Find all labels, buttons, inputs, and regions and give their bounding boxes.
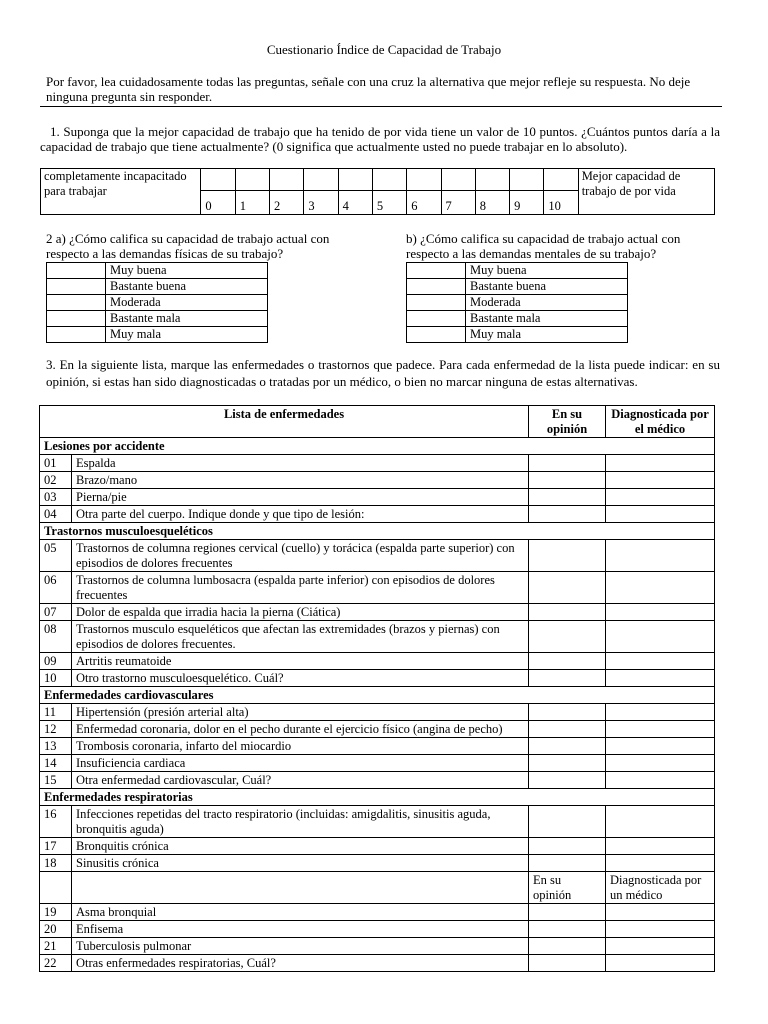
table-row	[40, 938, 715, 955]
scale-box-6[interactable]	[407, 169, 441, 191]
work-capacity-scale	[40, 168, 715, 215]
scale-box-2[interactable]	[270, 169, 304, 191]
row-number: 08	[40, 621, 72, 653]
page-title: Cuestionario Índice de Capacidad de Trabajo	[266, 42, 502, 57]
scale-box-3[interactable]	[304, 169, 338, 191]
opinion-checkbox[interactable]	[529, 806, 606, 838]
question-2a-text: 2 a) ¿Cómo califica su capacidad de trabajo actual con respecto a las demandas físicas de su trabajo?	[46, 231, 330, 261]
option-label: Bastante mala	[106, 311, 268, 327]
opinion-checkbox[interactable]	[529, 670, 606, 687]
scale-value: 10	[544, 191, 578, 215]
table-row	[40, 921, 715, 938]
row-label: Infecciones repetidas del tracto respiratorio (incluidas: amigdalitis, sinusitis aguda, bronquitis aguda)	[72, 806, 529, 838]
row-label: Hipertensión (presión arterial alta)	[72, 704, 529, 721]
row-label: Otra enfermedad cardiovascular, Cuál?	[72, 772, 529, 789]
scale-right-label: Mejor capacidad de trabajo de por vida	[578, 169, 714, 215]
table-row	[40, 572, 715, 604]
diagnosed-checkbox[interactable]	[606, 755, 715, 772]
table-row	[40, 738, 715, 755]
table-row	[40, 506, 715, 523]
option-checkbox[interactable]	[407, 295, 466, 311]
row-label: Brazo/mano	[72, 472, 529, 489]
option-label: Moderada	[466, 295, 628, 311]
scale-value: 4	[338, 191, 372, 215]
scale-box-5[interactable]	[372, 169, 406, 191]
scale-value: 6	[407, 191, 441, 215]
scale-value: 2	[270, 191, 304, 215]
row-number: 06	[40, 572, 72, 604]
option-label: Muy buena	[106, 263, 268, 279]
row-number: 17	[40, 838, 72, 855]
subheader-diagnosed: Diagnosticada por un médico	[606, 872, 715, 904]
opinion-checkbox[interactable]	[529, 653, 606, 670]
row-label: Sinusitis crónica	[72, 855, 529, 872]
question-3-text: 3. En la siguiente lista, marque las enfermedades o trastornos que padece. Para cada enfermedad de la lista puede indicar: en su opinión, si estas han sido diagnosticadas o tratadas por un médico, o bien no marcar ninguna de estas alternativas.	[46, 357, 720, 389]
opinion-checkbox[interactable]	[529, 738, 606, 755]
diagnosed-checkbox[interactable]	[606, 540, 715, 572]
diagnosed-checkbox[interactable]	[606, 621, 715, 653]
scale-box-1[interactable]	[235, 169, 269, 191]
row-number: 01	[40, 455, 72, 472]
option-checkbox[interactable]	[47, 295, 106, 311]
option-label: Bastante buena	[466, 279, 628, 295]
row-number: 13	[40, 738, 72, 755]
option-label: Muy mala	[106, 327, 268, 343]
option-checkbox[interactable]	[47, 311, 106, 327]
table-row	[40, 621, 715, 653]
row-number: 04	[40, 506, 72, 523]
row-number: 18	[40, 855, 72, 872]
opinion-checkbox[interactable]	[529, 855, 606, 872]
scale-value: 5	[372, 191, 406, 215]
row-label: Trombosis coronaria, infarto del miocardio	[72, 738, 529, 755]
scale-box-7[interactable]	[441, 169, 475, 191]
option-label: Bastante buena	[106, 279, 268, 295]
opinion-checkbox[interactable]	[529, 904, 606, 921]
table-row	[40, 455, 715, 472]
table-row	[40, 472, 715, 489]
diagnosed-checkbox[interactable]	[606, 455, 715, 472]
opinion-checkbox[interactable]	[529, 540, 606, 572]
scale-box-8[interactable]	[475, 169, 509, 191]
row-label: Otro trastorno musculoesquelético. Cuál?	[72, 670, 529, 687]
table-row	[40, 855, 715, 872]
opinion-checkbox[interactable]	[529, 704, 606, 721]
diagnosed-checkbox[interactable]	[606, 838, 715, 855]
table-row	[40, 721, 715, 738]
header-opinion: En su opinión	[529, 406, 606, 438]
option-checkbox[interactable]	[407, 263, 466, 279]
table-row	[40, 772, 715, 789]
table-row	[40, 806, 715, 838]
opinion-checkbox[interactable]	[529, 921, 606, 938]
row-label: Espalda	[72, 455, 529, 472]
scale-box-4[interactable]	[338, 169, 372, 191]
option-checkbox[interactable]	[407, 311, 466, 327]
table-row	[40, 838, 715, 855]
table-row	[40, 604, 715, 621]
diagnosed-checkbox[interactable]	[606, 955, 715, 972]
row-label: Trastornos de columna regiones cervical (cuello) y torácica (espalda parte superior) con episodios de dolores frecuentes	[72, 540, 529, 572]
row-label: Trastornos musculo esqueléticos que afectan las extremidades (brazos y piernas) con episodios de dolores frecuentes.	[72, 621, 529, 653]
scale-value: 0	[201, 191, 235, 215]
row-number: 14	[40, 755, 72, 772]
row-label: Asma bronquial	[72, 904, 529, 921]
category-heading: Trastornos musculoesqueléticos	[40, 523, 715, 540]
row-label: Tuberculosis pulmonar	[72, 938, 529, 955]
opinion-checkbox[interactable]	[529, 604, 606, 621]
diagnosed-checkbox[interactable]	[606, 772, 715, 789]
row-number: 07	[40, 604, 72, 621]
row-number: 15	[40, 772, 72, 789]
row-number: 20	[40, 921, 72, 938]
diagnosed-checkbox[interactable]	[606, 904, 715, 921]
option-label: Moderada	[106, 295, 268, 311]
table-row	[40, 755, 715, 772]
scale-value: 3	[304, 191, 338, 215]
row-label: Otra parte del cuerpo. Indique donde y que tipo de lesión:	[72, 506, 529, 523]
table-row	[40, 904, 715, 921]
opinion-checkbox[interactable]	[529, 938, 606, 955]
category-heading: Lesiones por accidente	[40, 438, 715, 455]
scale-box-10[interactable]	[544, 169, 578, 191]
scale-box-0[interactable]	[201, 169, 235, 191]
opinion-checkbox[interactable]	[529, 472, 606, 489]
row-number: 11	[40, 704, 72, 721]
opinion-checkbox[interactable]	[529, 455, 606, 472]
category-heading: Enfermedades respiratorias	[40, 789, 715, 806]
scale-value: 8	[475, 191, 509, 215]
option-checkbox[interactable]	[47, 327, 106, 343]
diagnosed-checkbox[interactable]	[606, 472, 715, 489]
scale-value: 1	[235, 191, 269, 215]
opinion-checkbox[interactable]	[529, 506, 606, 523]
table-row	[40, 670, 715, 687]
divider	[40, 106, 722, 107]
row-number: 12	[40, 721, 72, 738]
instructions: Por favor, lea cuidadosamente todas las preguntas, señale con una cruz la alternativa que mejor refleje su respuesta. No deje ninguna pregunta sin responder.	[46, 74, 691, 104]
category-heading: Enfermedades cardiovasculares	[40, 687, 715, 704]
row-number: 03	[40, 489, 72, 506]
row-label: Bronquitis crónica	[72, 838, 529, 855]
question-1-text: 1. Suponga que la mejor capacidad de trabajo que ha tenido de por vida tiene un valor de 10 puntos. ¿Cuántos puntos daría a la capacidad de trabajo que tiene actualmente? (0 significa que actualmente usted no puede trabajar en lo absoluto).	[40, 124, 720, 154]
question-2b-text: b) ¿Cómo califica su capacidad de trabajo actual con respecto a las demandas mentales de su trabajo?	[406, 231, 681, 261]
opinion-checkbox[interactable]	[529, 572, 606, 604]
row-number: 21	[40, 938, 72, 955]
diagnosed-checkbox[interactable]	[606, 855, 715, 872]
diagnosed-checkbox[interactable]	[606, 489, 715, 506]
diagnosed-checkbox[interactable]	[606, 704, 715, 721]
opinion-checkbox[interactable]	[529, 772, 606, 789]
scale-box-9[interactable]	[510, 169, 544, 191]
diagnosed-checkbox[interactable]	[606, 921, 715, 938]
diagnosed-checkbox[interactable]	[606, 653, 715, 670]
option-checkbox[interactable]	[47, 279, 106, 295]
row-label: Pierna/pie	[72, 489, 529, 506]
diagnosed-checkbox[interactable]	[606, 938, 715, 955]
option-checkbox[interactable]	[47, 263, 106, 279]
row-label: Trastornos de columna lumbosacra (espalda parte inferior) con episodios de dolores frecuentes	[72, 572, 529, 604]
mental-demands-options	[406, 262, 628, 343]
diagnosed-checkbox[interactable]	[606, 738, 715, 755]
row-label: Enfermedad coronaria, dolor en el pecho durante el ejercicio físico (angina de pecho)	[72, 721, 529, 738]
table-row	[40, 653, 715, 670]
option-label: Muy buena	[466, 263, 628, 279]
row-label: Enfisema	[72, 921, 529, 938]
row-number: 10	[40, 670, 72, 687]
table-row	[40, 489, 715, 506]
disease-table	[39, 405, 715, 972]
subheader-opinion: En su opinión	[529, 872, 606, 904]
row-label: Dolor de espalda que irradia hacia la pierna (Ciática)	[72, 604, 529, 621]
header-diagnosed: Diagnosticada por el médico	[606, 406, 715, 438]
row-label: Artritis reumatoide	[72, 653, 529, 670]
diagnosed-checkbox[interactable]	[606, 670, 715, 687]
option-label: Muy mala	[466, 327, 628, 343]
opinion-checkbox[interactable]	[529, 838, 606, 855]
header-disease-list: Lista de enfermedades	[40, 406, 529, 438]
row-number: 09	[40, 653, 72, 670]
scale-value: 7	[441, 191, 475, 215]
row-number: 16	[40, 806, 72, 838]
physical-demands-options	[46, 262, 268, 343]
table-row	[40, 955, 715, 972]
opinion-checkbox[interactable]	[529, 489, 606, 506]
diagnosed-checkbox[interactable]	[606, 721, 715, 738]
diagnosed-checkbox[interactable]	[606, 572, 715, 604]
repeated-header	[40, 872, 715, 904]
opinion-checkbox[interactable]	[529, 621, 606, 653]
row-number: 05	[40, 540, 72, 572]
opinion-checkbox[interactable]	[529, 721, 606, 738]
option-label: Bastante mala	[466, 311, 628, 327]
diagnosed-checkbox[interactable]	[606, 506, 715, 523]
option-checkbox[interactable]	[407, 279, 466, 295]
row-label: Insuficiencia cardiaca	[72, 755, 529, 772]
scale-value: 9	[510, 191, 544, 215]
diagnosed-checkbox[interactable]	[606, 806, 715, 838]
diagnosed-checkbox[interactable]	[606, 604, 715, 621]
option-checkbox[interactable]	[407, 327, 466, 343]
row-label: Otras enfermedades respiratorias, Cuál?	[72, 955, 529, 972]
row-number: 19	[40, 904, 72, 921]
row-number: 02	[40, 472, 72, 489]
opinion-checkbox[interactable]	[529, 955, 606, 972]
row-number: 22	[40, 955, 72, 972]
scale-left-label: completamente incapacitado para trabajar	[41, 169, 201, 215]
table-header	[40, 406, 715, 438]
opinion-checkbox[interactable]	[529, 755, 606, 772]
table-row	[40, 540, 715, 572]
table-row	[40, 704, 715, 721]
